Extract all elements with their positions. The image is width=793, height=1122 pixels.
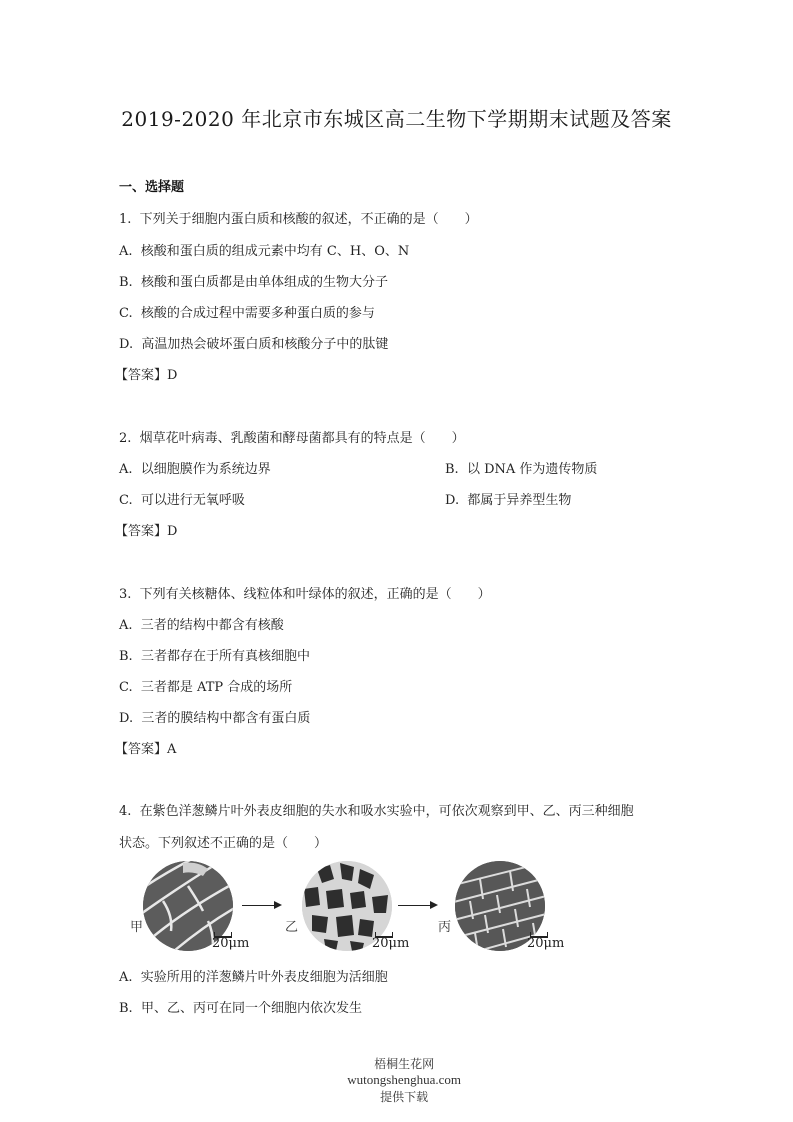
cell-state-figure [130,858,570,953]
page-footer [0,1041,793,1119]
panel-label-jia: 甲 [130,920,144,935]
footer-site-url: wutongshenghua.com [347,1072,461,1087]
question-3-option-b: B. 三者都存在于所有真核细胞中 [119,649,310,664]
question-3-option-d: D. 三者的膜结构中都含有蛋白质 [119,711,311,726]
question-1-answer: 【答案】D [115,368,178,383]
question-2-option-c: C. 可以进行无氧呼吸 [119,493,245,508]
section-heading: 一、选择题 [119,180,185,195]
question-3-option-c: C. 三者都是 ATP 合成的场所 [119,680,293,695]
footer-site-name: 梧桐生花网 [374,1057,435,1071]
question-2-answer: 【答案】D [115,524,178,539]
question-4-stem-line-1: 4. 在紫色洋葱鳞片叶外表皮细胞的失水和吸水实验中，可依次观察到甲、乙、丙三种细胞 [119,804,634,819]
question-3-option-a: A. 三者的结构中都含有核酸 [119,618,284,633]
footer-note: 提供下载 [380,1090,429,1104]
question-2-stem: 2. 烟草花叶病毒、乳酸菌和酵母菌都具有的特点是（ ） [119,431,465,446]
question-1-option-c: C. 核酸的合成过程中需要多种蛋白质的参与 [119,306,375,321]
document-title: 2019-2020 年北京市东城区高二生物下学期期末试题及答案 [121,107,672,131]
arrow-right-icon [398,905,436,906]
question-3-stem: 3. 下列有关核糖体、线粒体和叶绿体的叙述，正确的是（ ） [119,587,491,602]
question-1-option-a: A. 核酸和蛋白质的组成元素中均有 C、H、O、N [119,244,410,259]
question-1-stem: 1. 下列关于细胞内蛋白质和核酸的叙述，不正确的是（ ） [119,212,478,227]
question-1-option-d: D. 高温加热会破坏蛋白质和核酸分子中的肽键 [119,337,389,352]
scale-label: 20μm [212,936,250,951]
question-2-option-b: B. 以 DNA 作为遗传物质 [445,462,598,477]
scale-label: 20μm [527,936,565,951]
question-2-option-a: A. 以细胞膜作为系统边界 [119,462,271,477]
question-1-option-b: B. 核酸和蛋白质都是由单体组成的生物大分子 [119,275,388,290]
arrow-right-icon [242,905,280,906]
question-4-option-b: B. 甲、乙、丙可在同一个细胞内依次发生 [119,1001,362,1016]
scale-label: 20μm [372,936,410,951]
question-3-answer: 【答案】A [115,742,177,757]
question-4-stem-line-2: 状态。下列叙述不正确的是（ ） [119,836,328,851]
question-2-option-d: D. 都属于异养型生物 [445,493,572,508]
question-4-option-a: A. 实验所用的洋葱鳞片叶外表皮细胞为活细胞 [119,970,388,985]
panel-label-bing: 丙 [438,920,452,935]
panel-label-yi: 乙 [285,920,299,935]
